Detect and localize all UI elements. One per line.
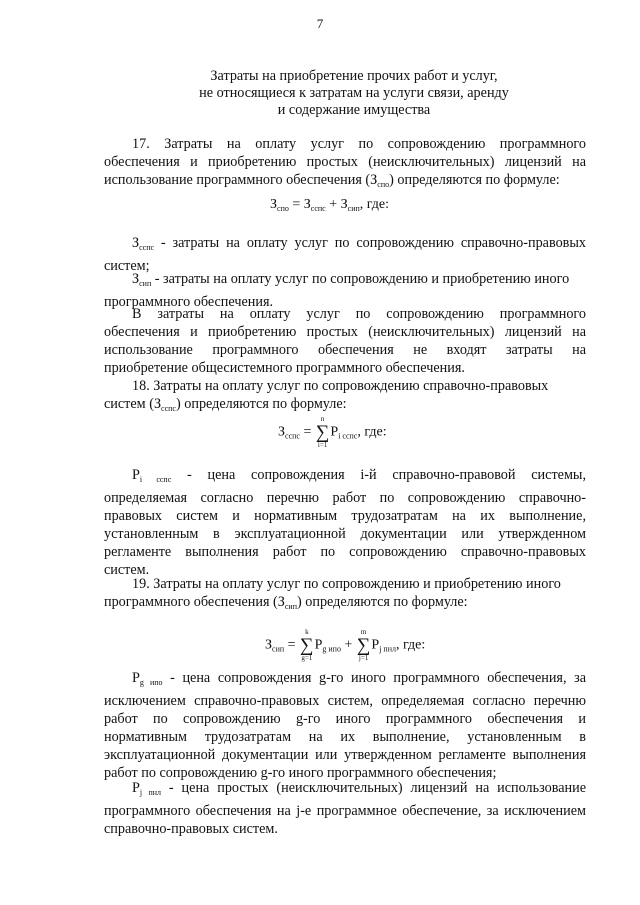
f3-upper-limit-2: m [360,628,367,636]
p18-line-1: 18. Затраты на оплату услуг по сопровождению справочно-правовых [132,378,549,394]
def-pi-line-2: определяемая согласно перечню работ по сопровождению справочно- [104,490,586,506]
section-title [104,68,604,119]
p17-line-2: обеспечения и приобретению простых (неисключительных) лицензий на [104,154,586,170]
formula-2 [278,415,387,450]
f3-lower-limit-2: j=1 [358,654,369,662]
p17-line-3 [104,171,586,194]
def-pg-line-4: нормативным трудозатратам на их выполнение, установленным в [104,729,586,745]
definition-pg [104,669,586,782]
def-sspc-symbol: З [132,235,140,251]
p19-line-2-text: программного обеспечения ( [104,594,278,610]
paragraph-19 [104,575,586,616]
def-pj-line-2: программного обеспечения на j-е программное обеспечение, за исключением [104,803,586,819]
p19-line-2-tail: ) определяются по формуле: [297,594,468,610]
sigma-icon: ∑ [356,635,371,656]
f3-summation-2 [357,628,371,663]
p18-line-2-tail: ) определяются по формуле: [175,396,347,412]
note-line-1: В затраты на оплату услуг по сопровождению программного [132,306,586,322]
p19-line-2 [104,593,586,616]
def-sip-line-2: программного обеспечения. [104,294,274,310]
page-number: 7 [316,16,324,31]
def-sspc-text: - затраты на оплату услуг по сопровождению справочно-правовых [154,235,586,251]
f2-eq: = [303,424,312,440]
p17-line-1: 17. Затраты на оплату услуг по сопровождению программного [132,136,586,152]
f1-lhs-sub: спо [277,204,289,213]
f1-plus: + [329,197,338,212]
f3-plus: + [344,637,353,653]
f1-eq: = [292,197,301,212]
def-sip-symbol: З [132,271,140,287]
title-line-2: не относящиеся к затратам на услуги связи, аренду [199,85,509,101]
f3-summation-1 [300,628,314,663]
f2-term-sub: i сспс [338,431,358,441]
def-pg-line-5: эксплуатационной документации или утвержденном регламенте выполнения [104,747,586,763]
f3-lhs-sub: сип [272,644,285,654]
f3-term-2-sub: j пнл [379,644,396,654]
f2-lhs-sub: сспс [285,431,300,441]
def-pi-text: - цена сопровождения i-й справочно-правовой системы, [171,467,586,483]
def-pj-sub: j пнл [139,788,162,797]
sigma-icon: ∑ [315,422,330,443]
def-sip-text: - затраты на оплату услуг по сопровождению и приобретению иного [151,271,570,287]
p19-line-1: 19. Затраты на оплату услуг по сопровождению и приобретению иного [132,576,561,592]
f1-term2: З [340,197,348,212]
f2-lower-limit: i=1 [317,441,328,449]
def-pg-line-3: работ по сопровождению g-го иного программного обеспечения и [104,711,586,727]
p18-symbol: З [153,396,162,412]
def-pg-symbol: P [132,670,140,686]
note-paragraph [104,305,586,377]
def-pg-line-2: исключением справочно-правовых систем, определяемая согласно перечню [104,693,586,709]
def-sip-sub: сип [139,279,152,288]
f3-term-2: P [371,637,380,653]
def-pi-line-5: регламенте выполнения работ по сопровождению справочно-правовых [104,544,586,560]
def-pj-line-1 [104,779,586,802]
sigma-icon: ∑ [300,635,314,656]
p17-line-3-text: использование программного обеспечения ( [104,172,371,188]
def-pi-line-6: систем. [104,562,150,578]
p18-line-2-text: систем ( [104,396,154,412]
def-pj-line-3: справочно-правовых систем. [104,821,278,837]
def-pi-line-4: установленным в эксплуатационной документации или утвержденном [104,526,586,542]
title-line-1: Затраты на приобретение прочих работ и услуг, [210,68,498,84]
title-line-3: и содержание имущества [277,102,431,118]
note-line-2: обеспечения и приобретению простых (неисключительных) лицензий на [104,324,586,340]
def-pi-sub: i сспс [139,475,172,484]
f2-upper-limit: n [320,415,325,423]
formula-1 [270,196,389,218]
f1-term1: З [303,197,311,212]
f2-term: P [330,424,339,440]
def-pg-line-1 [104,669,586,692]
def-sspc-sub: сспс [139,243,155,252]
f3-lhs: З [265,637,273,653]
def-sip-line-1 [104,270,586,293]
def-pg-text: - цена сопровождения g-го иного программного обеспечения, за [162,670,587,686]
def-pi-line-1 [104,466,586,489]
def-pg-line-6: работ по сопровождению g-го иного программного обеспечения; [104,765,497,781]
def-pi-line-3: правовых систем и нормативным трудозатратам на их выполнение, [104,508,586,524]
p17-line-3-tail: ) определяются по формуле: [389,172,560,188]
def-sspc-line-1 [104,234,586,257]
paragraph-17 [104,135,586,194]
def-pi-symbol: P [132,467,140,483]
p19-symbol: З [277,594,285,610]
f3-tail: , где: [395,637,426,653]
f1-term1-sub: сспс [310,204,326,213]
f1-lhs: З [270,197,278,212]
p17-symbol-sub: спо [377,180,390,189]
f3-lower-limit-1: g=1 [301,654,313,662]
p17-symbol: З [370,172,378,188]
definition-pj [104,779,586,838]
f2-tail: , где: [357,424,387,440]
definition-pi [104,466,586,579]
f3-term-1: P [314,637,323,653]
p19-symbol-sub: сип [284,602,297,611]
f3-upper-limit-1: k [305,628,309,636]
note-line-3: использование программного обеспечения не входят затраты на [104,342,586,358]
definition-sspc [104,234,586,275]
formula-3 [265,628,425,663]
def-pg-sub: g ипо [139,678,163,687]
f1-tail: , где: [359,197,390,212]
f3-term-1-sub: g ипо [322,644,341,654]
f3-eq: = [287,637,296,653]
f2-summation [316,415,330,450]
def-pj-symbol: P [132,780,140,796]
p18-symbol-sub: сспс [161,404,176,413]
def-pj-text: - цена простых (неисключительных) лицензий на использование [161,780,586,796]
f2-lhs: З [278,424,286,440]
def-sspc-line-2: систем; [104,258,150,274]
f1-term2-sub: сип [347,204,360,213]
paragraph-18 [104,377,586,418]
note-line-4: приобретение общесистемного программного обеспечения. [104,360,465,376]
